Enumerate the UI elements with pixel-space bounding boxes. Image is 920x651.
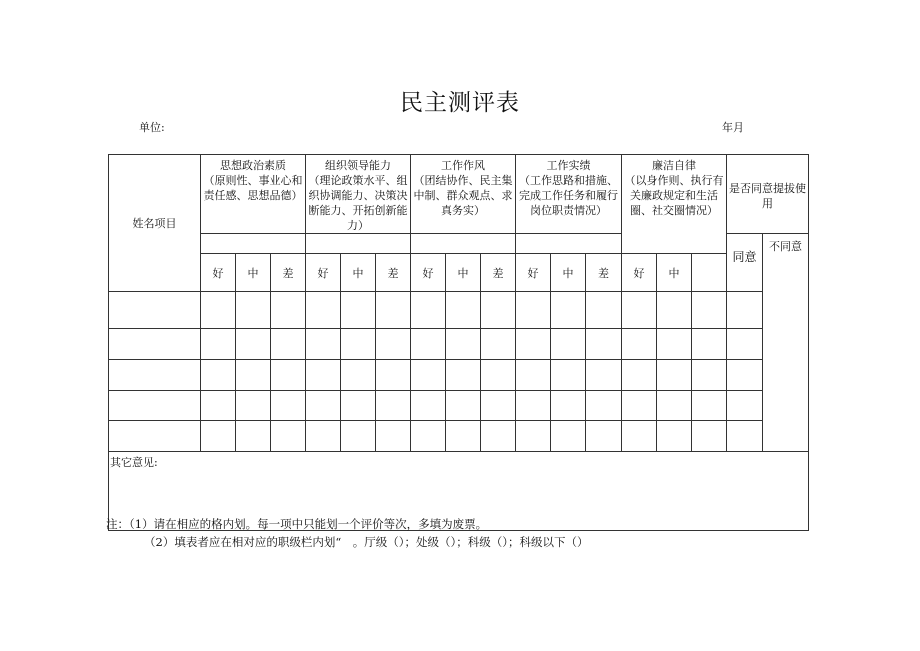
grade-good: 好	[201, 254, 236, 292]
category-political	[201, 155, 306, 234]
grade-good: 好	[306, 254, 341, 292]
category-performance-name: 工作实绩	[546, 159, 591, 172]
grade-good: 好	[622, 254, 657, 292]
name-cell[interactable]	[109, 360, 201, 391]
category-leadership-desc: （理论政策水平、组织协调能力、决策决断能力、开拓创新能力）	[308, 174, 408, 232]
category-integrity	[622, 155, 727, 254]
table-row	[109, 329, 809, 360]
grade-good: 好	[411, 254, 446, 292]
grade-medium: 中	[446, 254, 481, 292]
category-integrity-name: 廉洁自律	[652, 159, 696, 172]
table-row	[109, 391, 809, 421]
note-1: 注：（1）请在相应的格内划。每一项中只能划一个评价等次，多填为废票。	[106, 517, 488, 531]
grade-medium: 中	[236, 254, 271, 292]
notes	[106, 515, 588, 551]
table-row	[109, 292, 809, 329]
category-style-name: 工作作风	[441, 159, 485, 172]
grade-medium: 中	[341, 254, 376, 292]
name-cell[interactable]	[109, 391, 201, 421]
category-leadership	[306, 155, 411, 234]
name-item-header: 姓名项目	[109, 155, 201, 292]
page-title: 民主测评表	[400, 90, 520, 116]
table-row	[109, 421, 809, 452]
name-cell[interactable]	[109, 421, 201, 452]
year-month-label: 年月	[722, 121, 744, 134]
category-style	[411, 155, 516, 234]
name-cell[interactable]	[109, 292, 201, 329]
agree-header: 同意	[727, 234, 763, 292]
grade-blank	[692, 254, 727, 292]
grade-poor: 差	[586, 254, 622, 292]
grade-medium: 中	[657, 254, 692, 292]
unit-label: 单位:	[139, 121, 165, 134]
disagree-header: 不同意	[763, 234, 809, 452]
grade-good: 好	[516, 254, 551, 292]
category-political-desc: （原则性、事业心和责任感、思想品德）	[203, 174, 303, 202]
grade-poor: 差	[481, 254, 516, 292]
name-cell[interactable]	[109, 329, 201, 360]
remark-label: 其它意见:	[110, 456, 158, 469]
grade-poor: 差	[271, 254, 306, 292]
note-2: （2）填表者应在相对应的职级栏内划“ 。厅级（）；处级（）；科级（）；科级以下（）	[144, 535, 589, 549]
category-political-name: 思想政治素质	[220, 159, 286, 172]
promote-header: 是否同意提拔使用	[727, 155, 809, 234]
grade-medium: 中	[551, 254, 586, 292]
grade-poor: 差	[376, 254, 411, 292]
table-row	[109, 360, 809, 391]
category-performance	[516, 155, 622, 234]
category-integrity-desc: （以身作则、执行有关廉政规定和生活圈、社交圈情况）	[624, 174, 724, 217]
evaluation-table	[108, 154, 809, 531]
category-leadership-name: 组织领导能力	[325, 159, 391, 172]
category-style-desc: （团结协作、民主集中制、群众观点、求真务实）	[413, 174, 513, 217]
category-performance-desc: （工作思路和措施、完成工作任务和履行岗位职责情况）	[519, 174, 618, 217]
